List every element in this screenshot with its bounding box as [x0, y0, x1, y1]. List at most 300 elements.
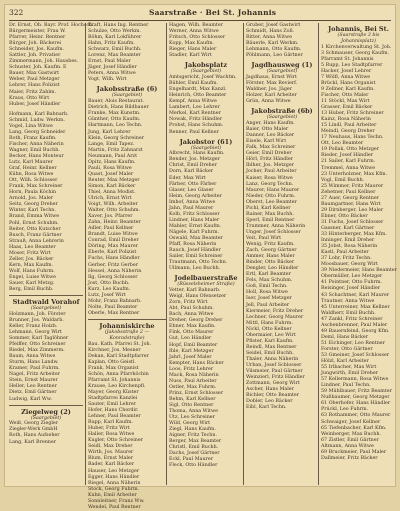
directory-entry: Vilsmeier, Paul Gärtner [246, 369, 303, 375]
directory-entry: Dekan, Karl Stadtpfarrer [88, 353, 149, 359]
directory-entry: Schmidt, Hans Zoll. [246, 29, 295, 35]
section-subtitle: (Saargebiet) [266, 69, 298, 75]
directory-entry: Franke, Max Kunstm. [88, 111, 141, 117]
directory-entry: Opitz, Hans Kaufm. [88, 159, 136, 165]
directory-entry: 37 Lohr, Fritz Techn. [321, 256, 372, 262]
directory-entry: Jell, Paul Arbeiter [246, 302, 290, 308]
page-number: 322 [9, 8, 24, 17]
directory-entry: Trautmann, Otto Techn. [169, 260, 228, 266]
directory-entry: Vogl, Emil Buchh. [321, 177, 365, 183]
directory-entry: Hölzl, Karl Arbeiter [321, 359, 369, 365]
directory-entry: Abt, Paul Schuhm. [169, 306, 214, 312]
directory-entry: 55 Irlbacher, Max Wirt [321, 365, 377, 371]
directory-entry: Fels, Max Schuhm. [246, 278, 293, 284]
directory-entry: Zehetner, Paul Kellner [321, 189, 376, 195]
directory-entry: Bichler, Otto Beamter [246, 393, 300, 399]
directory-entry: Kuhn, Emil Arbeiter [88, 492, 137, 498]
directory-entry: Rieder, Josef Händler [321, 153, 373, 159]
directory-entry: Trautner, Anna Witwe [321, 298, 375, 304]
directory-entry: Urban, Josef Schlosser [246, 362, 302, 368]
directory-entry: Ritter, Anna Witwe [246, 35, 292, 41]
directory-entry: Probst, Hans Schuhm. [169, 123, 224, 129]
directory-entry: Hörl, Fritz Händler [246, 157, 293, 163]
section-subtitle: (Saarstraße 3 bis Johannisplatz) [337, 33, 380, 44]
section-subtitle: (Saargebiet) [190, 69, 222, 75]
directory-entry: Bau. Kath. Pfarrei St. Joh. [88, 341, 152, 347]
directory-entry: Quast, Josef Maler [88, 171, 134, 177]
directory-entry: Sauter, Emil Lehrer [88, 402, 136, 408]
directory-entry: Baumgartner, Hans Wirt [321, 201, 381, 207]
directory-entry: 57 Kellermann, Rosa Witwe [321, 377, 389, 383]
directory-entry: 27 Auer, Georg Rentner [321, 195, 379, 201]
directory-entry: Lindner, Paul Techn. [321, 383, 371, 389]
directory-entry: Mohr, Franz Bahnarb. [88, 298, 142, 304]
section-subtitle: (Saargebiet) [111, 93, 143, 99]
directory-entry: Pauli, Rosa Witwe [88, 165, 132, 171]
directory-entry: Falk, Max Schreiner [246, 145, 296, 151]
directory-entry: Dietz, Emil Gärtner [9, 390, 57, 396]
column-5 [318, 23, 396, 485]
section-stadtwald [9, 295, 83, 403]
directory-entry: Stadler, Karl Wirt [169, 53, 212, 59]
directory-entry: Fleck, Otto Händler [169, 463, 218, 469]
running-head: Saarstraße · Bei St. Johannis [149, 8, 277, 17]
section-subtitle: (Saargebiet) [30, 306, 62, 312]
directory-entry: Albrecht, Hans Kaufm. [169, 151, 225, 157]
directory-entry: Stock, Georg Fuhrm. [88, 486, 140, 492]
directory-entry: Zorn, Fritz Wirt [169, 300, 208, 306]
directory-entry: Sailer, Emil Schreiner [169, 254, 223, 260]
directory-entry: Sonnleitner, Franz Ww. [88, 498, 145, 504]
directory-entry: 9 Zellner, Karl Kaufm. [321, 86, 375, 92]
directory-entry: Wolf, Hans Fuhrm. [9, 268, 55, 274]
directory-entry: Kraus, Otto Wirt [9, 95, 50, 101]
directory-entry: Ammer, Hans Maler [246, 254, 295, 260]
directory-entry: Peters, Anna Witwe [88, 71, 136, 77]
column-1 [9, 23, 94, 485]
entry-list [9, 312, 83, 403]
directory-entry: Oswald, Max Beamter [169, 236, 223, 241]
section-title: Jakobstraße (6b) [251, 107, 313, 116]
directory-entry: Kaiser, Rosa Witwe [246, 175, 293, 181]
directory-entry: Jocher, Paul Arbeiter [246, 169, 297, 175]
directory-entry: Nickl, Otto Kellner [246, 326, 292, 332]
directory-entry: 1 Kirchenverwaltung St. Joh. [321, 44, 392, 50]
directory-entry: Gerber, Fritz Gerber [88, 262, 138, 268]
directory-entry: Holzmann, Joh. Förster [9, 311, 66, 317]
directory-entry: Pfarrer, Heinr. Rentner [9, 35, 66, 41]
directory-entry: Nuss, Paul Arbeiter [169, 378, 217, 384]
directory-entry: Lehmann, Georg Wirt [9, 330, 62, 335]
directory-entry: Weigl, Hans Ofensetzer [169, 294, 227, 300]
directory-entry: Bach, Anna Witwe [169, 312, 214, 318]
directory-entry: Rapp, Karl Kaufm. [88, 420, 133, 426]
directory-entry: Bürger, Joh. Bäckerei [9, 41, 62, 47]
directory-entry: Xaver, Jos. Pfarrer [88, 214, 133, 220]
directory-entry: Seidl, Max Dreher [88, 444, 133, 450]
directory-entry: 63 Rothammer, Otto Maurer [321, 413, 391, 419]
directory-entry: Altmann, Anna Witwe [321, 443, 374, 449]
directory-entry: Seitz, Georg Dreher [9, 202, 58, 208]
directory-entry: Zach, Georg Gärtner [246, 248, 297, 254]
directory-entry: Döring, Max Maurer [88, 244, 139, 250]
directory-entry: Wenig, Fritz Kaufm. [246, 242, 295, 248]
directory-entry: Zeller, Jos. Bäcker [9, 256, 54, 262]
entry-list [246, 23, 318, 59]
directory-entry: Busch, Franz Gärtner [9, 232, 62, 238]
directory-entry: Dachs, Josef Gärtner [169, 451, 220, 457]
directory-entry: Heller, Leo Rentner [9, 384, 57, 390]
directory-entry: Bader, Karl Bäcker [88, 462, 135, 468]
directory-entry: Hauser, Leo Metzger [88, 468, 140, 474]
directory-entry: Hopf, Emil Beamter [169, 342, 218, 348]
column-2 [85, 23, 166, 510]
directory-entry: Geier, Emil Dreher [246, 151, 292, 157]
directory-entry: Jahn, Paul Maurer [169, 205, 214, 211]
directory-entry: Kiermeier, Fritz Dreher [246, 308, 304, 314]
directory-entry: Prinz, Ernst Schlosser [169, 390, 224, 396]
directory-entry: Schmid, Ludw. Werkm. [9, 117, 65, 123]
directory-entry: Frank, Max Organist [88, 365, 139, 371]
section-subtitle: (Jakobsstraße 2 — Konradstraße) [104, 329, 150, 341]
directory-entry: Fink, Otto Maurer [169, 330, 214, 336]
directory-entry: Ullmann, Leo Buchh. [169, 266, 221, 272]
directory-entry: Haller, Rosa Witwe [88, 432, 135, 438]
directory-entry: 15 Lindl, Paul Arbeiter [321, 123, 377, 129]
directory-entry: Schwaiger, Josef Kellner [321, 419, 381, 425]
directory-entry: Renner, Paul Kellner [169, 129, 219, 135]
directory-entry: Bürgermeister, Frau W. [9, 29, 66, 35]
directory-entry: 5 Rupp, Leo Stadtpfarrer [321, 62, 383, 68]
directory-entry: Weinberger, Max Buchh. [321, 431, 381, 437]
directory-entry: Oberle, Max Rentner [88, 310, 140, 316]
directory-entry: Kramer, Paul Fuhrm. [9, 366, 60, 372]
directory-entry: 35 Jobst, Rosa Näherin [321, 244, 378, 250]
directory-entry: Iser, Josef Metzger [246, 296, 292, 302]
directory-entry: Becker, Hans Monteur [9, 153, 64, 159]
directory-entry: Kopp, Max Kaufm. [169, 41, 214, 47]
directory-entry: Sigl, Otto Rentner [169, 402, 214, 408]
section-title: Ziegelweg (2) [21, 407, 71, 416]
directory-entry: Reiter, Otto Kutscher [9, 226, 61, 232]
section-title: Jakobstor (61) [179, 137, 233, 146]
section-title: Jakobsstraße (6) [96, 85, 158, 94]
directory-entry: Pfarramt St. Johannis [88, 377, 141, 383]
directory-entry: Kirchner, Jos. Mesner [88, 347, 141, 353]
directory-entry: Schneider, Jos. Kaufm. [9, 47, 64, 53]
directory-entry: Gruber, Josef Gastwirt [246, 23, 301, 28]
directory-entry: Aigner, Fritz Techn. [169, 433, 218, 439]
directory-entry: Mack, Rosa Näherin [169, 372, 219, 378]
directory-entry: Hartmann, Leo Techn. [88, 123, 143, 129]
directory-entry: Riedel, Max Zimmerm. [9, 348, 65, 354]
directory-entry: Pfeiffer, Otto Schreiner [9, 342, 66, 348]
directory-entry: 7 Wölfl, Anna Witwe [321, 74, 371, 80]
section-title: Johannis, Bei St. [328, 25, 389, 33]
directory-entry: Blum, Ernst Maler [88, 456, 133, 462]
directory-entry: Deml, Hans Bäcker [321, 334, 369, 340]
directory-entry: Sturm, Hans Landw. [9, 360, 59, 366]
directory-entry: Hofmann, Karl Bahnarb. [9, 111, 69, 117]
directory-entry: Christ, Emil Dreher [169, 163, 217, 169]
directory-entry: Bauer, Max Gastwirt [9, 71, 60, 77]
directory-entry: Strauß, Anna Lehrerin [9, 238, 64, 244]
directory-entry: Amtsgericht, Josef Wachtm. [169, 75, 237, 81]
directory-entry: Kaplan, Otto Geistl. [88, 359, 136, 365]
section-title: Stadtwald Vorahof [12, 298, 80, 307]
directory-entry: Winter, Karl Techn. [9, 208, 56, 214]
directory-entry: Eder, Max Wirt [169, 175, 206, 181]
section-title: Jagdhausweg (1) [251, 61, 313, 70]
directory-entry: Nagel, Fritz Arbeiter [9, 372, 60, 378]
directory-entry: 19 Pollak, Otto Metzger [321, 147, 380, 153]
directory-entry: Dietrich, Hans Bildhauer [88, 105, 149, 111]
directory-entry: Weiß, Georg Ziegler [9, 421, 59, 427]
directory-entry: Hessel, Anna Näherin [88, 268, 142, 274]
directory-entry: 67 Zistler, Emil Gärtner [321, 437, 379, 443]
directory-entry: Bender, Jos. Metzger [169, 157, 220, 163]
directory-entry: Vetter, Karl Bahnarb. [169, 288, 221, 294]
directory-entry: 51 Eichinger, Leo Rentner [321, 340, 385, 346]
directory-entry: Glaser, Leo Glaser [169, 187, 214, 193]
directory-entry: 59 Mühlbauer, Fritz Beamter [321, 389, 392, 395]
directory-entry: Utz, Leo Schreiner [169, 415, 215, 421]
directory-entry: 39 Niedermeier, Hans Beamter [321, 268, 397, 274]
directory-entry: 13 Huber, Fritz Schreiner [321, 111, 384, 117]
directory-entry: Klein, Georg Schreiner [88, 135, 145, 141]
section-johanniskirche [88, 319, 166, 511]
directory-entry: Kempter, Hans Bäcker [169, 360, 224, 366]
directory-entry: Rehm, Karl Kellner [169, 396, 216, 402]
directory-entry: Nußbaumer, Georg Metzger [321, 395, 390, 401]
directory-entry: Brandt, Luise Witwe [88, 232, 138, 238]
directory-entry: Jungwirth, Emil Dreher [321, 371, 379, 377]
directory-entry: Trummer, Anna Näherin [246, 223, 306, 229]
entry-list [321, 45, 396, 462]
directory-entry: Ziegler-Werk GmbH [9, 427, 58, 433]
directory-entry: Mittl, Hans Fuhrm. [246, 320, 293, 326]
directory-entry: Moosbauer, Georg Wirt [321, 262, 378, 268]
directory-entry: 53 Gmeiner, Josef Schlosser [321, 352, 390, 358]
directory-entry: Nolte, Paul Beamter [88, 304, 138, 310]
directory-entry: Waldherr, Emil Buchh. [321, 310, 376, 316]
directory-entry: Unger, Josef Schlosser [246, 229, 301, 235]
entry-list [169, 151, 243, 272]
directory-entry: 69 Bruckmeier, Paul Maler [321, 449, 387, 455]
directory-entry: Ludwig, Karl Ww. [9, 396, 52, 402]
directory-entry: 45 Unterreiner, Max Kellner [321, 304, 390, 310]
directory-entry: 43 Schachtner, Karl Maurer [321, 292, 390, 298]
directory-entry: Reuter, Max Metzger [88, 177, 140, 183]
directory-entry: Obermaier, Leo Wirt [246, 332, 296, 338]
directory-entry: 29 Dirnberger, Leo Maler [321, 207, 384, 213]
directory-entry: Haas, Leo Beamter [9, 244, 56, 250]
entry-list [246, 75, 318, 105]
directory-entry: Riegel, Anna Näherin [88, 480, 141, 486]
directory-entry: Merkel, Karl Rentner [169, 111, 221, 117]
directory-entry: Aschenbrenner, Paul Maler [321, 322, 388, 328]
directory-entry: Stadtpfarrei Kanzlei [88, 395, 138, 401]
directory-entry: Dengler, Leo Händler [246, 266, 299, 272]
directory-entry: Goß, Emil Techn. [246, 284, 288, 290]
directory-entry: Ihle, Karl Metzger [169, 348, 214, 354]
directory-entry: Werner, Anna Witwe [169, 29, 219, 35]
directory-entry: Hofer, Hans Chordir. [88, 408, 139, 414]
directory-entry: Ascher, Hans Maler [246, 387, 294, 393]
section-subtitle: (Saargebiet) [266, 115, 298, 121]
directory-entry: Adler, Paul Kellner [88, 226, 134, 232]
directory-entry: Engelhardt, Max Kanzl. [169, 87, 227, 93]
directory-entry: Kurz, Leo Kaufm. [88, 286, 131, 292]
directory-entry: Brand, Emma Witwe [9, 214, 60, 220]
directory-entry: Ertl, Karl Beamter [246, 272, 291, 278]
directory-entry: Zottmann, Georg Wirt [246, 381, 300, 387]
directory-entry: Forster, Otto Gärtner [321, 346, 373, 352]
directory-entry: Horn, Paula Köchin [9, 190, 57, 196]
directory-entry: Holzer, Karl Arbeiter [246, 93, 297, 99]
entry-list [88, 23, 166, 83]
directory-entry: Anger, Hans Kaufm. [246, 121, 295, 127]
directory-entry: Danner, Leo Bäcker [246, 133, 295, 139]
directory-entry: 61 Oberhofer, Hans Händler [321, 401, 391, 407]
directory-entry: Ebner, Max Kaufm. [169, 324, 216, 330]
directory-entry: Dreher, Georg Dreher [169, 318, 223, 324]
directory-entry: Maurer, Hans Maurer [246, 187, 300, 193]
directory-entry: Bühler, Emil Kaufm. [169, 81, 218, 87]
directory-entry: Mahler, Ernst Kaufm. [169, 223, 222, 229]
directory-entry: Walter, Otto Schuhm. [88, 208, 141, 214]
directory-entry: Roth, Hans Aufseher [9, 433, 60, 439]
header-rule [9, 20, 391, 21]
directory-entry: Veit, Paul Wirt [246, 236, 281, 241]
directory-entry: Prückl, Leo Fuhrm. [321, 407, 369, 413]
directory-entry: Lang, Karl Brenner [9, 439, 57, 445]
directory-entry: Gassner, Karl Gärtner [321, 226, 375, 231]
directory-entry: 31 Fuchs, Josef Schlosser [321, 219, 384, 225]
directory-entry: Hahn, Fritz Kaufm. [88, 41, 135, 47]
page-header [9, 7, 391, 21]
directory-entry: Kastl, Paul Arbeiter [321, 250, 369, 256]
directory-entry: Roth, Franz Kaufm. [9, 135, 57, 141]
directory-entry: Rieger, Hans Maler [169, 47, 217, 53]
directory-entry: Pfarramt St. Johannis [321, 56, 374, 62]
directory-entry: Nieder, Otto Fuhrm. [246, 193, 296, 199]
directory-entry: Rainer, Max Buchh. [246, 211, 294, 217]
directory-entry: Christl, Emil Buchh. [169, 445, 219, 451]
directory-page [4, 4, 397, 510]
directory-entry: Thoma, Anna Witwe [169, 409, 218, 415]
directory-entry: 25 Wimmer, Fritz Maurer [321, 183, 384, 189]
column-4 [243, 23, 318, 485]
directory-entry: Lambert, Leo Lehrer [169, 105, 220, 111]
directory-entry: Ebner, Otto Bäcker [321, 213, 368, 219]
section-subtitle: (Saargebiet) [30, 415, 62, 421]
directory-entry: Reisinger, Josef Händler [321, 286, 381, 292]
directory-entry: Meindl, Georg Dreher [321, 129, 375, 135]
directory-entry: Pöhlmann, Leo Gärtner [246, 53, 303, 59]
directory-entry: Jost, Otto Buchh. [88, 280, 130, 286]
directory-entry: Grün, Anna Witwe [246, 99, 291, 105]
directory-entry: Baier, Otto Maler [246, 127, 289, 133]
directory-entry: Hagen, Wilh. Beamter [169, 23, 223, 28]
directory-entry: Iblher, Jos. Metzger [246, 163, 294, 169]
directory-entry: Inninger, Emil Dreher [321, 238, 375, 244]
directory-entry: Thaler, Anna Näherin [246, 356, 299, 362]
directory-entry: Ott, Leo Beamter [321, 141, 364, 147]
directory-entry: Brunner, Jos. Waldarb. [9, 317, 64, 323]
section-title: Jodelbauerstraße [174, 274, 238, 283]
directory-entry: Wagner, Emil Buchh. [9, 147, 60, 153]
directory-entry: Nowak, Fritz Händler [169, 117, 223, 123]
directory-entry: Weinzierl, Fritz Händler [246, 375, 305, 381]
directory-entry: Ott, Wilh. Schlosser [9, 178, 58, 184]
directory-entry: Ostler, Max Fuhrm. [169, 384, 217, 390]
directory-entry: Rauch, Josef Händler [169, 248, 221, 254]
directory-entry: Berger, Max Beamter [169, 439, 222, 445]
directory-entry: Pfister, Karl Kaufm. [246, 338, 294, 344]
directory-entry: Sperl, Emil Rentner [246, 217, 295, 223]
directory-entry: Holl, Rosa Witwe [246, 290, 288, 296]
directory-entry: Kugler, Otto Schreiner [88, 438, 143, 444]
directory-entry: 41 Pointner, Otto Fuhrm. [321, 280, 382, 286]
directory-entry: Brückl, Hans Organist [321, 80, 376, 86]
directory-entry: Kolb, Fritz Schlosser [169, 211, 220, 217]
directory-entry: Oberst, Leo Beamter [246, 199, 297, 205]
directory-entry: Lehmann, Otto Kaufm. [246, 47, 302, 53]
directory-entry: Ernst, Paul Maler [88, 59, 131, 65]
directory-entry: Dr. Ernst, Ob. Bayr. Prof. Hochsch. [9, 23, 94, 28]
directory-entry: Kempf, Anna Witwe [169, 99, 217, 105]
directory-entry: Sattler, Joh. Privatier [9, 53, 61, 59]
section-subtitle: (Rüsselsheimer Straße) [177, 282, 235, 288]
directory-entry: Lindner, Hans Maler [169, 217, 220, 223]
directory-entry: Maier, Fritz Zahlm. [9, 89, 56, 95]
directory-entry: Lechner, Georg Maurer [246, 314, 304, 320]
directory-entry: Loos, Fritz Lehrer [169, 366, 214, 372]
section-subtitle: (Saargebiet) [190, 145, 222, 151]
directory-entry: Eberle, Karl Polizist [88, 250, 137, 256]
directory-entry: Berg, Emil Buchb. [9, 287, 54, 293]
directory-entry: Kraft, Hans Ing. Rentner [88, 23, 149, 28]
directory-entry: Nägele, Karl Fuhrm. [169, 229, 220, 235]
directory-entry: Grasser, Emil Bäcker [321, 105, 373, 111]
directory-entry: Kainz, Rosa Näherin [321, 117, 371, 123]
directory-entry: Tremmel, Anna Witwe [321, 165, 376, 171]
directory-entry: Pichl, Karl Kellner [246, 205, 291, 211]
directory-entry: Böhm, Karl Lokführer [88, 35, 142, 41]
directory-entry: Jagdhaus, Ernst Wirt [246, 75, 297, 81]
directory-entry: Waldner, Jos. Jäger [246, 87, 293, 93]
directory-entry: Baum, Anna Witwe [9, 354, 56, 360]
directory-entry: Keller, Franz Holzh. [9, 323, 58, 329]
directory-entry: Jung, Karl Lehrer [88, 129, 131, 135]
directory-entry: Lorenz, Max Beamter [88, 53, 141, 59]
directory-entry: Schön, Anna Pfarrköchin [88, 371, 149, 377]
directory-entry: 47 Zankl, Fritz Schreiner [321, 316, 383, 322]
directory-entry: 11 Stöckl, Max Wirt [321, 99, 370, 105]
directory-entry: Ulrich, Ernst Wirt [88, 196, 132, 202]
column-3 [166, 23, 243, 485]
directory-entry: Lang, Georg Schneider [9, 129, 66, 135]
directory-entry: 65 Tiefenbacher, Karl Kfm. [321, 425, 387, 431]
directory-entry: Lange, Emil Tapez. [88, 141, 135, 147]
directory-entry: 17 Neuhaus, Hans Techn. [321, 135, 384, 141]
directory-entry: Fischer, Otto Maler [321, 92, 369, 98]
directory-entry: Martin, Fritz Zahnarzt [88, 147, 143, 153]
directory-entry: Imhof, Anna Witwe [169, 199, 216, 205]
directory-entry: Sauer, Karl Metzg. [9, 280, 55, 286]
directory-entry: Egger, Hans Händler [88, 474, 140, 480]
